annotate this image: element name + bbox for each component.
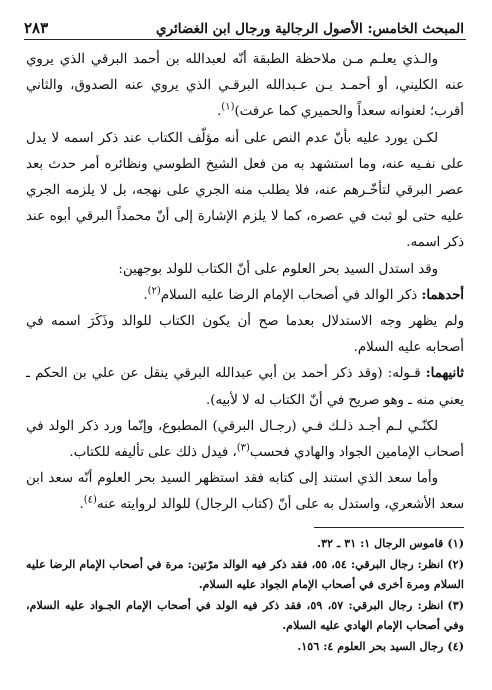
running-title: المبحث الخامس: الأصول الرجالية ورجال ابن الغضائري xyxy=(156,21,464,37)
page-header xyxy=(24,11,464,37)
paragraph-8-text: وأما سعد الذي استند إلى كتابه فقد استظهر السيد بحر العلوم أنّه سعد ابن سعد الأشعري، واستدل به على أنّ (كتاب الرجال) للوالد لروايته عنه xyxy=(26,471,464,513)
footnote-number: (٢) xyxy=(447,556,464,571)
paragraph-4 xyxy=(26,283,464,309)
paragraph-6-lead: ثانيهما: xyxy=(425,366,464,382)
footnote-text: رجال السيد بحر العلوم ٤: ١٥٦. xyxy=(297,638,444,653)
footnote-ref-2: (٢) xyxy=(147,285,161,297)
footnote-number: (١) xyxy=(447,536,464,550)
footnote-2 xyxy=(26,554,464,595)
header-divider xyxy=(24,39,466,40)
footnote-ref-4: (٤) xyxy=(83,495,97,507)
footnote-ref-3: (٣) xyxy=(236,442,250,454)
footnote-text: انظر: رجال البرقي: ٥٤، ٥٥، فقد ذكر فيه الوالد مرّتين: مرة في أصحاب الإمام الرضا عليه السلام ومرة أخرى في أصحاب الإمام الجواد عليه السلام. xyxy=(26,556,464,591)
paragraph-1-end: . xyxy=(217,104,222,120)
paragraph-1 xyxy=(26,47,464,126)
main-text xyxy=(26,47,464,519)
paragraph-6-text: قـوله: (وقد ذكر أحمد بن أبي عبدالله البرقي ينقل عن علي بن الحكم ـ يعني منه ـ وهو صريح في أنّ الكتاب له لا لأبيه). xyxy=(26,366,464,408)
footnote-1 xyxy=(26,533,464,554)
footnote-text: انظر: رجال البرقي: ٥٧، ٥٩، فقد ذكر فيه الولد في أصحاب الإمام الجـواد عليه السلام، وفي أصحاب الإمام الهادي عليه السلام. xyxy=(26,597,464,632)
paragraph-8-end: . xyxy=(79,497,84,513)
paragraph-7-end: ، فيدل ذلك على تأليفه للكتاب. xyxy=(69,445,237,461)
paragraph-3: وقد استدل السيد بحر العلوم على أنّ الكتاب للولد بوجهين: xyxy=(118,261,438,277)
paragraph-7-text: لكنّـي لـم أجـد ذلـك فـي (رجـال البرقي) المطبوع، وإنّما ورد ذكر الولد في أصحاب الإمامين الجواد والهادي فحسب xyxy=(26,418,464,461)
paragraph-4-lead: أحدهما: xyxy=(421,287,464,303)
footnotes xyxy=(26,533,464,656)
paragraph-4-end: . xyxy=(143,287,148,303)
footnote-number: (٤) xyxy=(447,638,464,653)
page-number: ٢٨٣ xyxy=(24,19,49,37)
paragraph-1-text: والـذي يعلـم مـن ملاحظة الطبقة أنّه لعبدالله بن أحمد البرقي الذي يروي عنه الكليني، أو أحمـد بـن عـبدالله البرقـي الذي يروي عنه الصدوق، والثاني أقرب؛ لعنوانه سعداً والحميري كما عرفت) xyxy=(26,52,464,120)
paragraph-2: لكـن يورد عليه بأنّ عدم النص على أنه مؤلّف الكتاب عند ذكر اسمه لا يدل على نفـيه عنه، وما استشهد به من فعل الشيخ الطوسي ونظائره أمر حدث بعد عصر البرقي لتأخّـرهم عنه، فلا يطلب منه الجري على نهجه، بل لا يلزمه الجري عليه حتى لو ثبت في عصره، كما لا يلزم الإشارة إلى أنّ محمداً البرقي أبوه عند ذكر اسمه. xyxy=(26,130,464,251)
paragraph-5: ولم يظهر وجه الاستدلال بعدما صح أن يكون الكتاب للوالد وذَكَرَ اسمه في أصحابه عليه السلام. xyxy=(26,314,464,356)
footnote-3 xyxy=(26,595,464,636)
paragraph-7 xyxy=(26,414,464,466)
footnote-ref-1: (١) xyxy=(221,101,235,113)
paragraph-6 xyxy=(26,361,464,413)
footnote-number: (٣) xyxy=(447,597,464,612)
paragraph-4-text: ذكر الوالد في أصحاب الإمام الرضا عليه السلام xyxy=(160,287,422,303)
footnote-divider xyxy=(314,527,464,528)
footnote-text: قاموس الرجال ١: ٣١ ـ ٣٢. xyxy=(317,536,444,550)
footnote-4 xyxy=(26,636,464,657)
paragraph-8 xyxy=(26,466,464,518)
